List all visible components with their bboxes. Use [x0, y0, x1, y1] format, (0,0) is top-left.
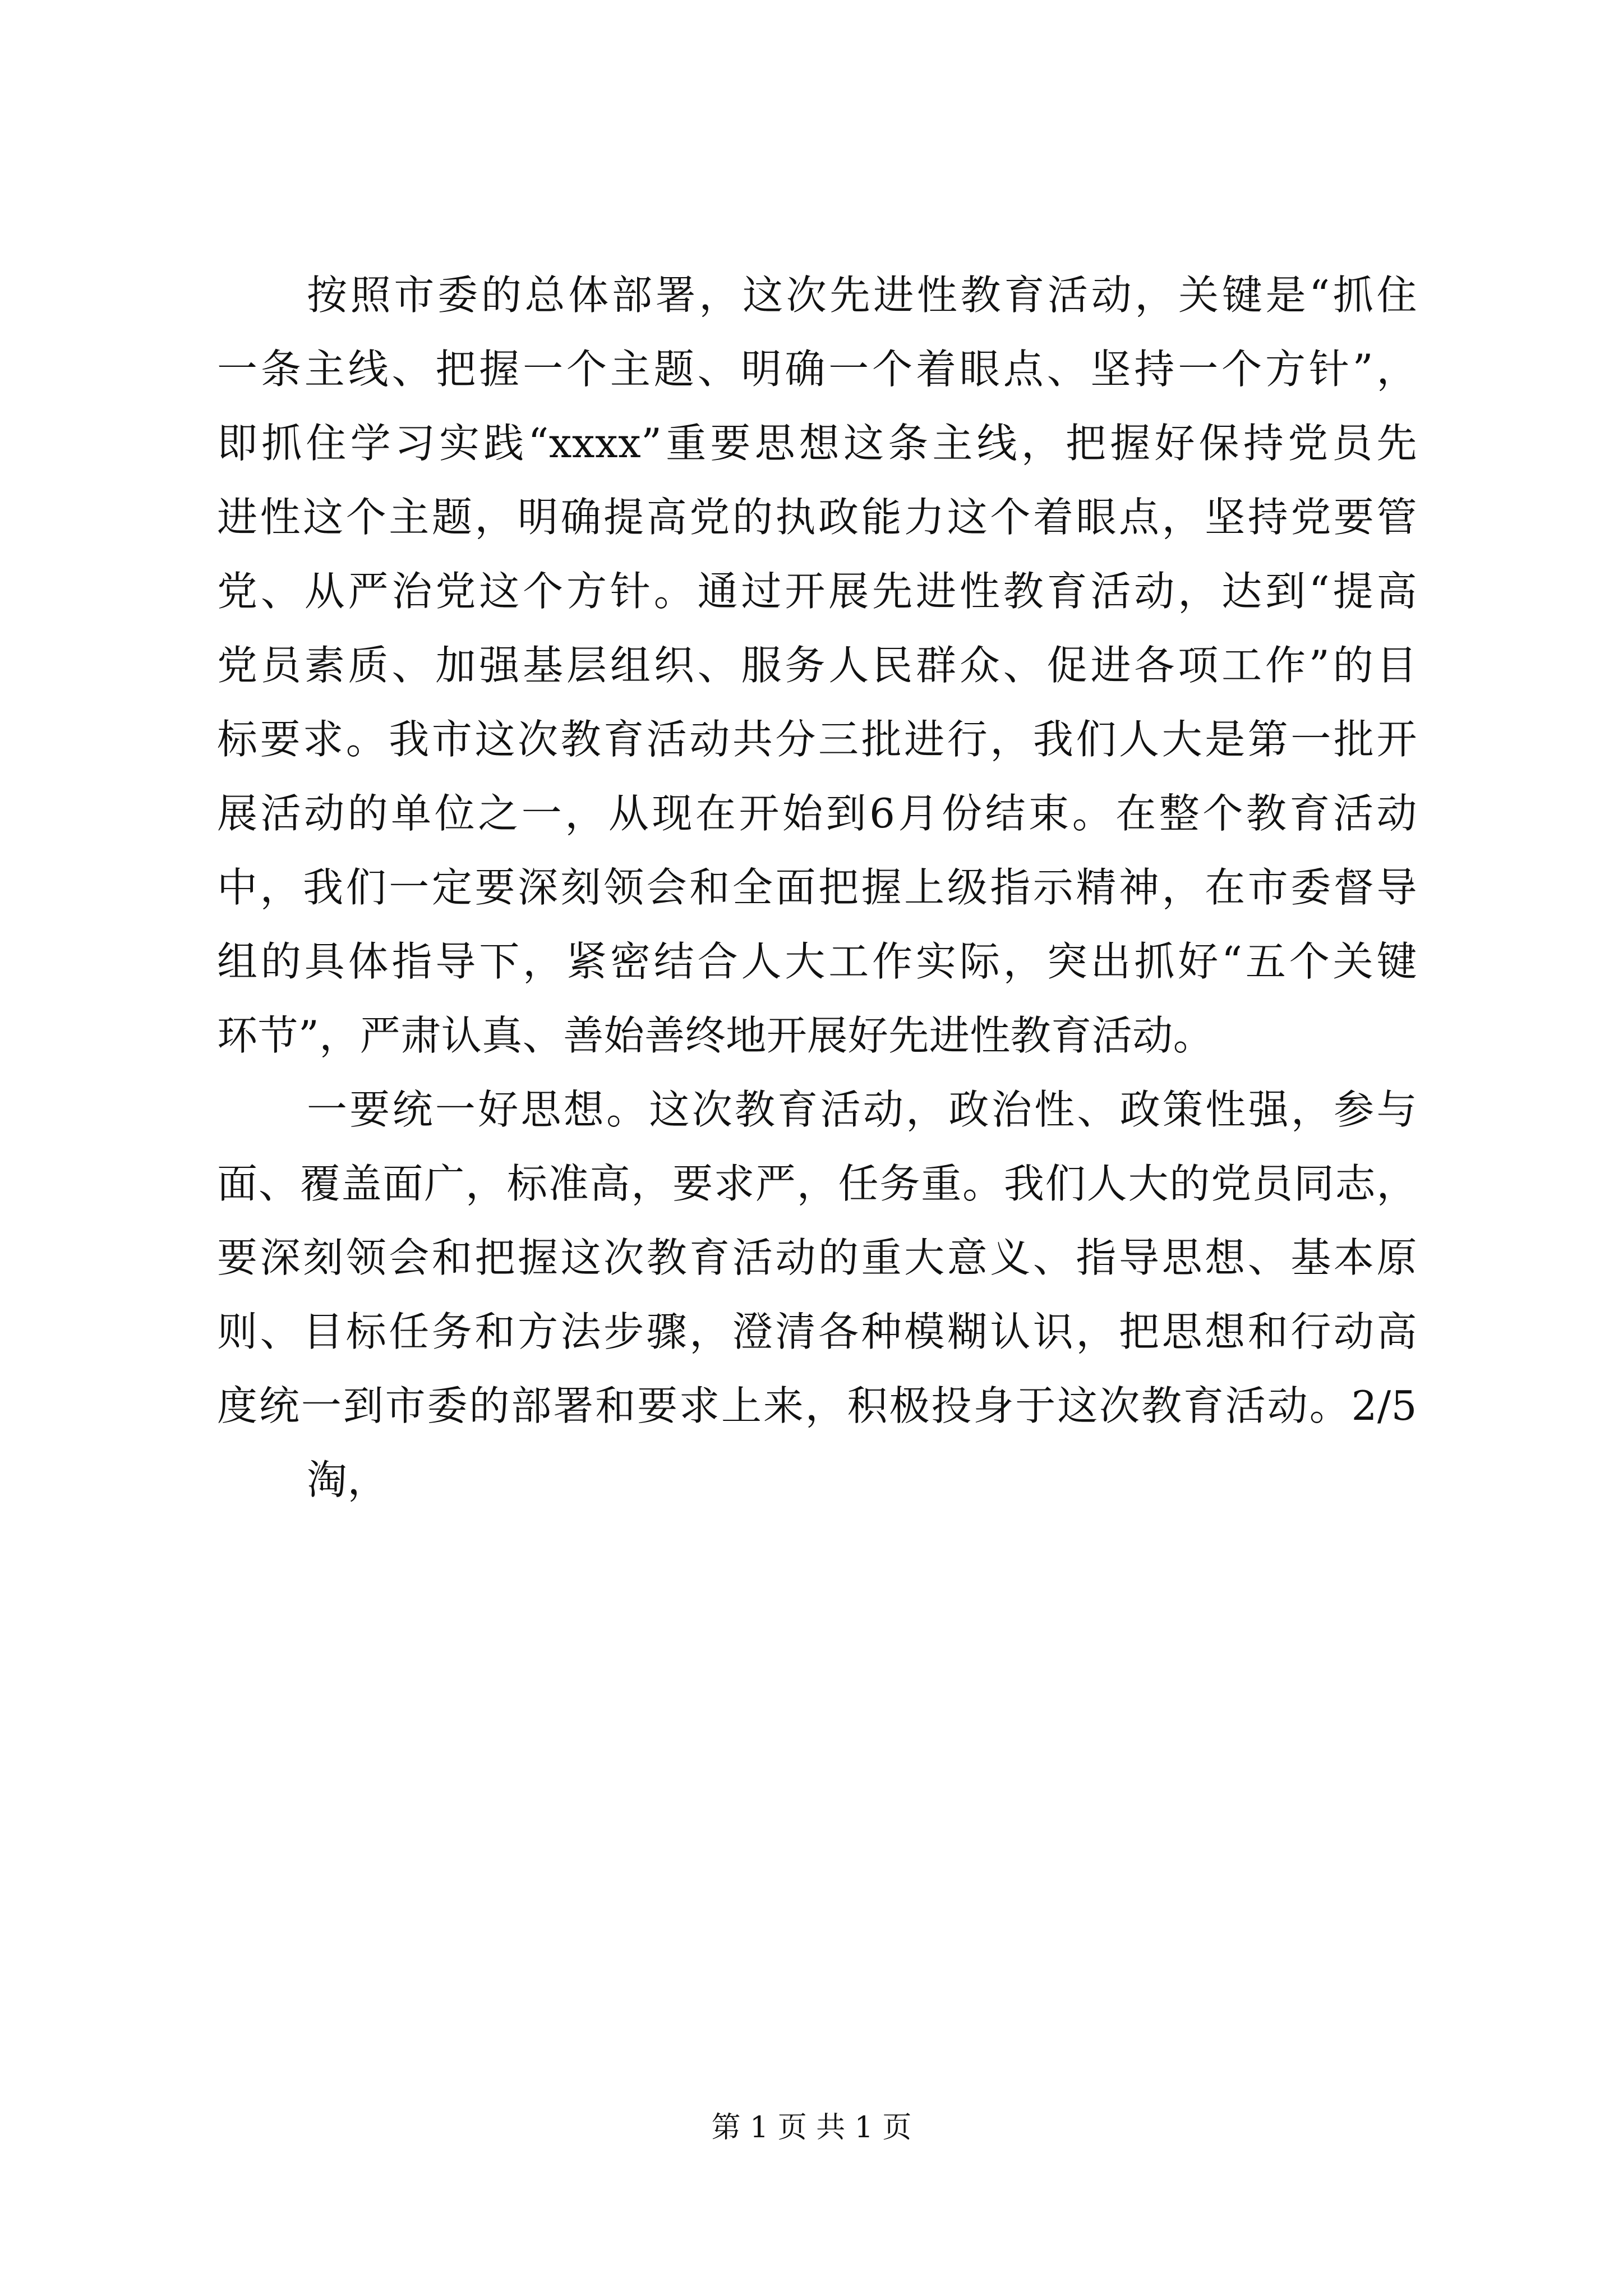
paragraph-1-line-10: 组的具体指导下，紧密结合人大工作实际，突出抓好“五个关键: [217, 938, 1417, 985]
page-number-footer: 第 1 页 共 1 页: [711, 2111, 912, 2145]
paragraph-1-line-5: 党、从严治党这个方针。通过开展先进性教育活动，达到“提高: [217, 568, 1417, 615]
paragraph-1-line-8: 展活动的单位之一，从现在开始到6月份结束。在整个教育活动: [217, 790, 1417, 837]
paragraph-2-line-1: 一要统一好思想。这次教育活动，政治性、政策性强，参与: [307, 1086, 1417, 1133]
paragraph-1-line-4: 进性这个主题，明确提高党的执政能力这个着眼点，坚持党要管: [217, 494, 1417, 541]
document-body: [217, 258, 1417, 1517]
paragraph-3-line-1: 淘，: [307, 1456, 389, 1503]
paragraph-2-line-3: 要深刻领会和把握这次教育活动的重大意义、指导思想、基本原: [217, 1234, 1417, 1281]
paragraph-2-line-4: 则、目标任务和方法步骤，澄清各种模糊认识，把思想和行动高: [217, 1308, 1417, 1355]
paragraph-2-line-2: 面、覆盖面广，标准高，要求严，任务重。我们人大的党员同志，: [217, 1160, 1417, 1207]
paragraph-1-line-7: 标要求。我市这次教育活动共分三批进行，我们人大是第一批开: [217, 716, 1417, 763]
paragraph-1-line-9: 中，我们一定要深刻领会和全面把握上级指示精神，在市委督导: [217, 864, 1417, 911]
paragraph-1-line-3: 即抓住学习实践“xxxx”重要思想这条主线，把握好保持党员先: [217, 420, 1417, 467]
paragraph-1-line-6: 党员素质、加强基层组织、服务人民群众、促进各项工作”的目: [217, 642, 1417, 689]
paragraph-1-line-2: 一条主线、把握一个主题、明确一个着眼点、坚持一个方针”，: [217, 346, 1417, 393]
paragraph-1-line-11: 环节”，严肃认真、善始善终地开展好先进性教育活动。: [217, 1012, 1214, 1059]
paragraph-1-line-1: 按照市委的总体部署，这次先进性教育活动，关键是“抓住: [307, 272, 1417, 319]
paragraph-2-line-5: 度统一到市委的部署和要求上来，积极投身于这次教育活动。2/5: [217, 1382, 1417, 1429]
